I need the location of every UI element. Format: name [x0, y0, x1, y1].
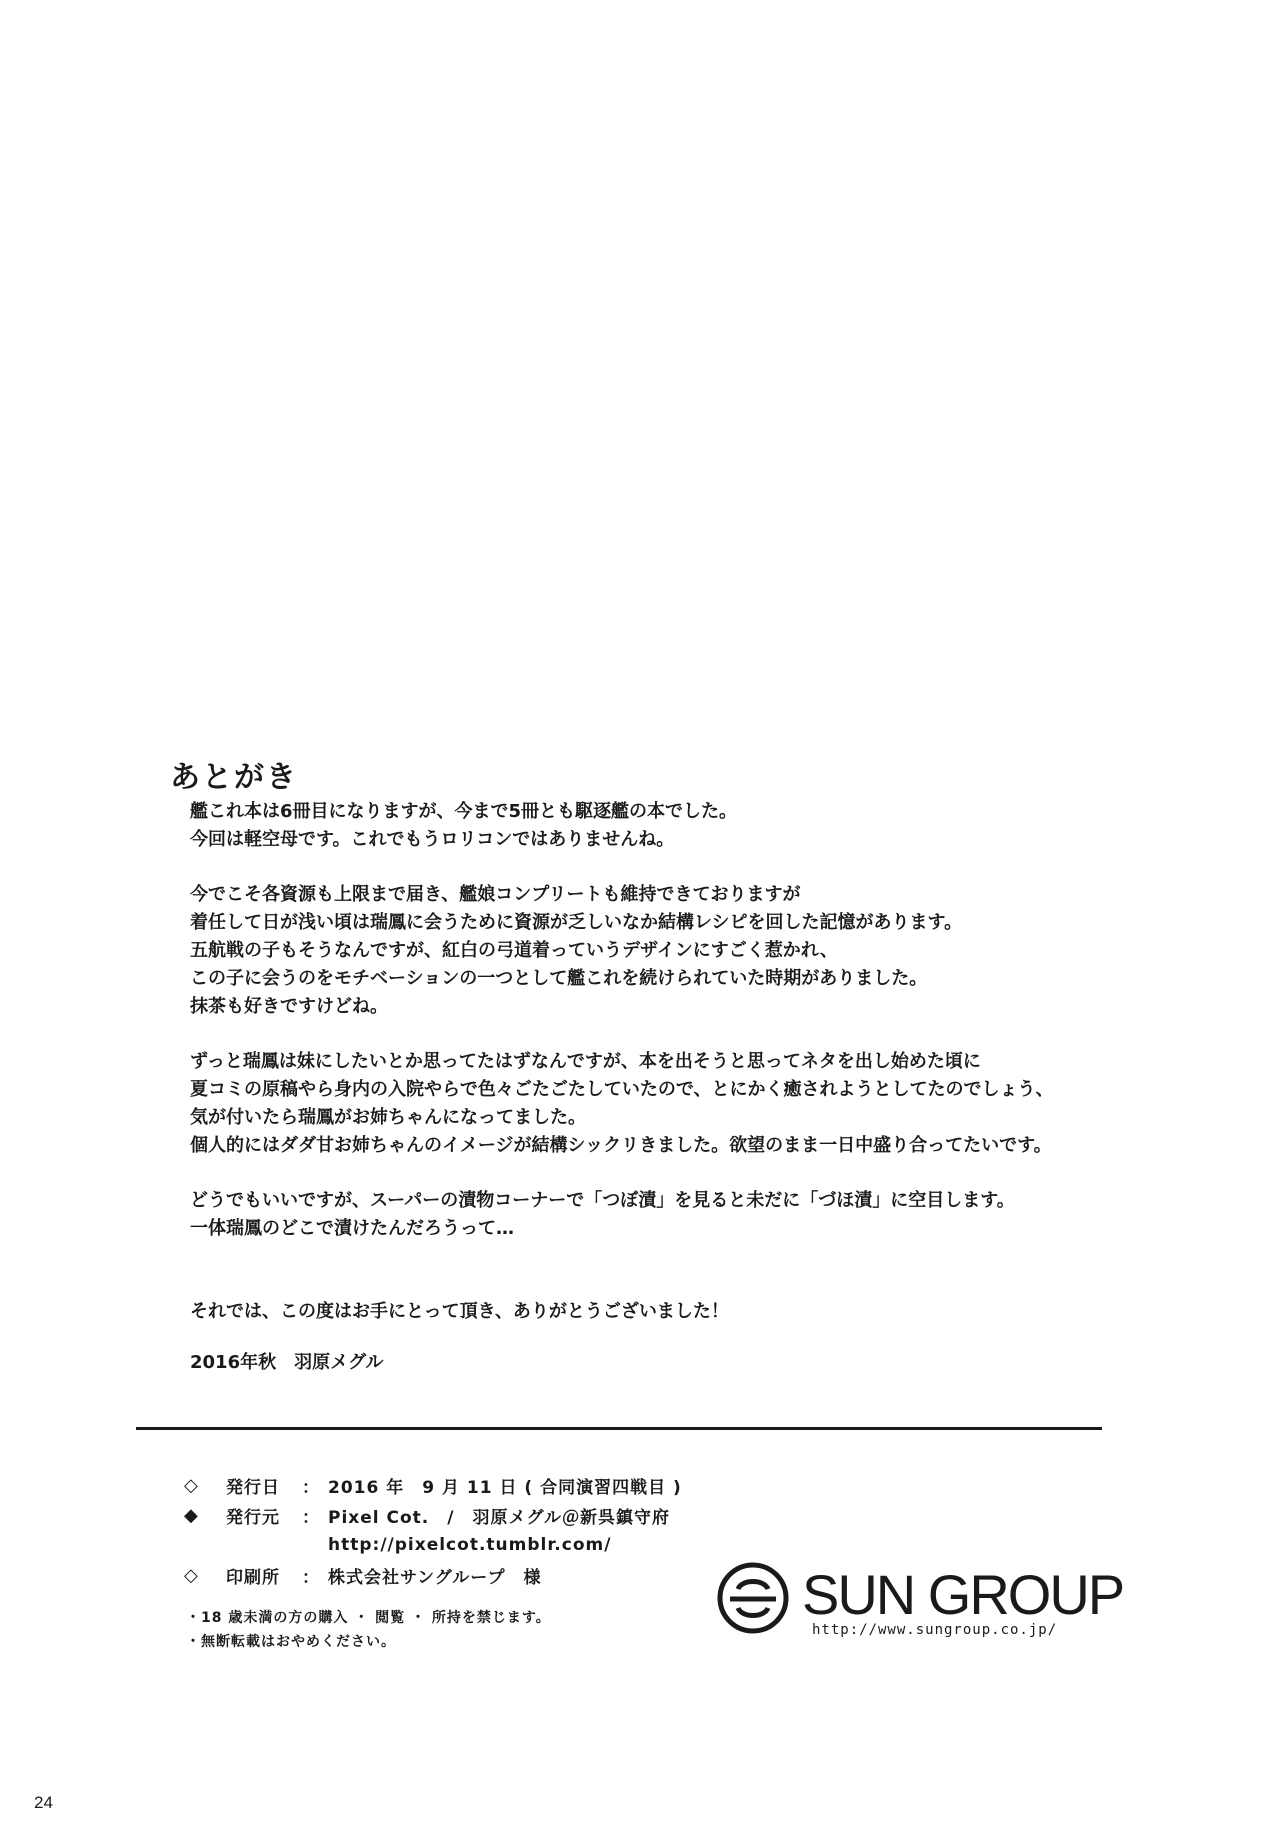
colophon-publisher-row	[184, 1500, 682, 1530]
afterword-closing: それでは、この度はお手にとって頂き、ありがとうございました！	[190, 1301, 729, 1322]
afterword-line: この子に会うのをモチベーションの一つとして艦これを続けられていた時期がありました。	[190, 968, 928, 989]
colophon-printer: 株式会社サングループ 様	[328, 1567, 542, 1588]
legal-note: ・無断転載はおやめください。	[186, 1634, 396, 1650]
afterword-paragraph	[190, 798, 1110, 854]
legal-note: ・18 歳未満の方の購入 ・ 閲覧 ・ 所持を禁じます。	[186, 1610, 551, 1626]
afterword-title: あとがき	[170, 760, 298, 795]
afterword-line: ずっと瑞鳳は妹にしたいとか思ってたはずなんですが、本を出そうと思ってネタを出し始めた頃に	[190, 1051, 981, 1072]
colophon	[184, 1470, 682, 1590]
colophon-issue-date: 2016 年 9 月 11 日 ( 合同演習四戦目 )	[328, 1477, 682, 1498]
afterword-line: 気が付いたら瑞鳳がお姉ちゃんになってました。	[190, 1107, 586, 1128]
afterword-line: 着任して日が浅い頃は瑞鳳に会うために資源が乏しいなか結構レシピを回した記憶があります。	[190, 912, 963, 933]
colophon-label: 発行日	[226, 1477, 280, 1498]
colophon-printer-row	[184, 1560, 682, 1590]
afterword-paragraph	[190, 1270, 1110, 1326]
afterword-body	[190, 798, 1110, 1353]
diamond-filled-icon: ◆	[184, 1504, 199, 1526]
afterword-signature: 2016年秋 羽原メグル	[190, 1352, 384, 1373]
diamond-outline-icon: ◇	[184, 1474, 199, 1496]
colophon-label: 発行元	[226, 1507, 280, 1528]
afterword-line: どうでもいいですが、スーパーの漬物コーナーで「つぼ漬」を見ると未だに「づほ漬」に空目します。	[190, 1190, 1015, 1211]
afterword-line: 今回は軽空母です。これでもうロリコンではありませんね。	[190, 829, 675, 850]
sun-group-logo-text: SUN GROUP	[802, 1563, 1124, 1626]
afterword-paragraph	[190, 881, 1110, 1021]
afterword-paragraph	[190, 1187, 1110, 1243]
afterword-line: 五航戦の子もそうなんですが、紅白の弓道着っていうデザインにすごく惹かれ、	[190, 940, 838, 961]
colophon-publisher-url: http://pixelcot.tumblr.com/	[328, 1535, 612, 1555]
colophon-divider	[136, 1427, 1102, 1430]
afterword-line: 個人的にはダダ甘お姉ちゃんのイメージが結構シックリきました。欲望のまま一日中盛り合ってたいです。	[190, 1135, 1052, 1156]
colophon-colon: ：	[302, 1507, 320, 1528]
page-number: 24	[34, 1793, 53, 1812]
colophon-publisher: Pixel Cot. / 羽原メグル＠新呉鎮守府	[328, 1507, 670, 1528]
colophon-url-row	[184, 1530, 682, 1560]
legal-notes	[186, 1606, 551, 1654]
afterword-line: 艦これ本は6冊目になりますが、今まで5冊とも駆逐艦の本でした。	[190, 801, 738, 822]
colophon-colon: ：	[302, 1477, 320, 1498]
sun-group-url: http://www.sungroup.co.jp/	[812, 1622, 1058, 1638]
afterword-line: 今でこそ各資源も上限まで届き、艦娘コンプリートも維持できておりますが	[190, 884, 801, 905]
colophon-colon: ：	[302, 1567, 320, 1588]
afterword-line: 一体瑞鳳のどこで漬けたんだろうって…	[190, 1218, 514, 1239]
colophon-label: 印刷所	[226, 1567, 280, 1588]
afterword-line	[190, 1270, 1110, 1298]
diamond-outline-icon: ◇	[184, 1564, 199, 1586]
afterword-paragraph	[190, 1048, 1110, 1160]
sun-group-logo-icon	[716, 1561, 790, 1635]
afterword-line: 抹茶も好きですけどね。	[190, 996, 388, 1017]
afterword-line: 夏コミの原稿やら身内の入院やらで色々ごたごたしていたので、とにかく癒されようとしてたのでしょう、	[190, 1079, 1054, 1100]
colophon-issue-date-row	[184, 1470, 682, 1500]
